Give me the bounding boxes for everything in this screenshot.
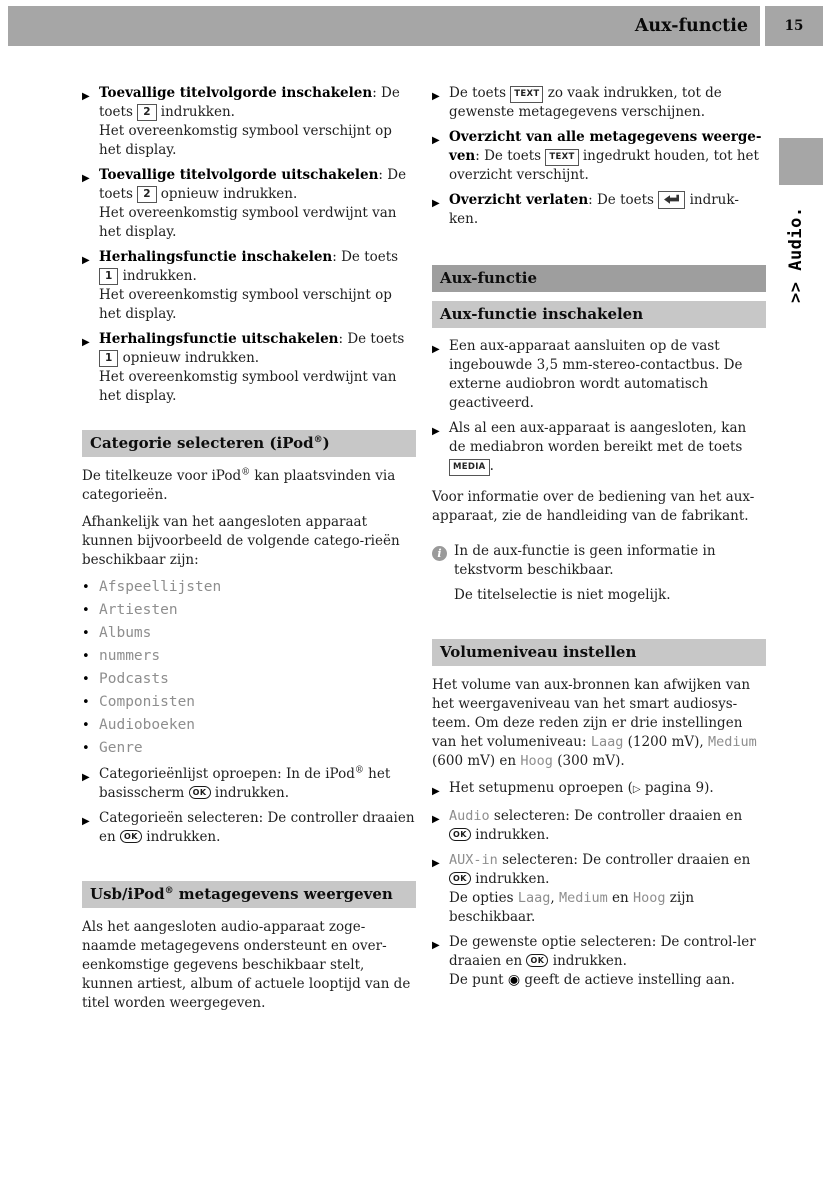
page-number: 15: [784, 18, 804, 34]
instruction-text: opnieuw indrukken.: [156, 186, 298, 202]
list-item: ▶ De gewenste optie selecteren: De control-ler draaien en OK indrukken. De punt ◉ geeft de actieve instelling aan.: [432, 934, 756, 988]
instruction-lead: Toevallige titelvolgorde inschakelen: [99, 85, 373, 101]
triangle-bullet-icon: ▶: [432, 91, 440, 102]
instruction-text: : De toets: [99, 167, 407, 202]
chapter-tab-marker: [779, 138, 823, 185]
triangle-bullet-icon: ▶: [82, 255, 90, 266]
triangle-bullet-icon: ▶: [432, 940, 440, 951]
paragraph: De titelkeuze voor iPod® kan plaatsvinden via categorieën.: [82, 467, 396, 503]
list-item: [82, 691, 416, 714]
triangle-bullet-icon: ▶: [82, 772, 90, 783]
list-item: ▶ Een aux-apparaat aansluiten op de vast ingebouwde 3,5 mm-stereo-contactbus. De externe audiobron wordt automatisch geactiveerd.: [432, 338, 743, 411]
display-option-laag: Laag: [517, 890, 551, 906]
left-column: [82, 84, 416, 1013]
instruction-text: : De toets: [332, 249, 399, 265]
page-ref-arrow-icon: ▷: [632, 784, 641, 795]
registered-mark: ®: [313, 435, 323, 445]
key-1-button: 1: [99, 350, 118, 367]
triangle-bullet-icon: ▶: [432, 858, 440, 869]
key-2-button: 2: [137, 104, 156, 121]
category-label: nummers: [99, 648, 161, 664]
list-item: [82, 330, 416, 406]
display-option-hoog: Hoog: [633, 890, 666, 906]
section-header-categorie-selecteren: Categorie selecteren (iPod®): [82, 430, 416, 457]
list-item: ▶ Overzicht verlaten: De toets indruk-ken.: [432, 192, 739, 227]
category-label: Audioboeken: [99, 717, 196, 733]
back-key-button: [658, 191, 685, 209]
info-icon: i: [432, 546, 447, 561]
info-text: In de aux-functie is geen informatie in tekstvorm beschikbaar.: [454, 543, 716, 578]
list-item: ▶ Overzicht van alle metagegevens weerge-ven: De toets TEXT ingedrukt houden, tot het overzicht verschijnt.: [432, 129, 762, 183]
instruction-lead: Herhalingsfunctie uitschakelen: [99, 331, 339, 347]
key-2-button: 2: [137, 186, 156, 203]
page-number-box: [765, 6, 823, 46]
dot-bullet-icon: •: [82, 718, 90, 733]
registered-mark: ®: [241, 467, 251, 478]
media-key-button: MEDIA: [449, 459, 490, 476]
section-header-aux-functie: Aux-functie: [432, 265, 766, 292]
list-item: ▶ Categorieën selecteren: De controller draaien en OK indrukken.: [82, 810, 415, 845]
instruction-lead: Herhalingsfunctie inschakelen: [99, 249, 333, 265]
triangle-bullet-icon: ▶: [432, 426, 440, 437]
list-item: ▶ Audio selecteren: De controller draaien en OK indrukken.: [432, 808, 743, 843]
triangle-bullet-icon: ▶: [432, 814, 440, 825]
display-option-medium: Medium: [707, 734, 757, 750]
dot-bullet-icon: •: [82, 649, 90, 664]
paragraph: Afhankelijk van het aangesloten apparaat kunnen bijvoorbeeld de volgende catego-rieën beschikbaar zijn:: [82, 514, 400, 568]
category-label: Albums: [99, 625, 152, 641]
list-item: [82, 84, 416, 160]
ok-button-icon: OK: [120, 830, 142, 843]
category-label: Componisten: [99, 694, 196, 710]
instruction-text: indrukken.: [118, 268, 197, 284]
list-item: ▶ AUX-in selecteren: De controller draaien en OK indrukken. De opties Laag, Medium en Hoog zijn beschikbaar.: [432, 852, 751, 925]
instruction-note: Het overeenkomstig symbool verschijnt op het display.: [99, 287, 392, 322]
dot-bullet-icon: •: [82, 580, 90, 595]
instruction-note: Het overeenkomstig symbool verschijnt op het display.: [99, 123, 392, 158]
display-option-laag: Laag: [590, 734, 624, 750]
section-header-usb-ipod-metagegevens: Usb/iPod® metagegevens weergeven: [82, 881, 416, 908]
paragraph: Het volume van aux-bronnen kan afwijken van het weergaveniveau van het smart audiosys-teem. Om deze reden zijn er drie instellingen van het volumeniveau: Laag (1200 mV), Medium (600 mV) en Hoog (300 mV).: [432, 677, 757, 769]
triangle-bullet-icon: ▶: [82, 816, 90, 827]
triangle-bullet-icon: ▶: [432, 786, 440, 797]
text-key-button: TEXT: [510, 86, 543, 103]
instruction-note: Het overeenkomstig symbool verdwijnt van het display.: [99, 369, 397, 404]
dot-bullet-icon: •: [82, 626, 90, 641]
instruction-lead: Toevallige titelvolgorde uitschakelen: [99, 167, 379, 183]
display-option-aux-in: AUX-in: [449, 852, 498, 868]
display-option-medium: Medium: [558, 890, 608, 906]
list-item: [82, 248, 416, 324]
list-item: ▶ Categorieënlijst oproepen: In de iPod® het basisscherm OK indrukken.: [82, 765, 391, 801]
instruction-text: indrukken.: [156, 104, 235, 120]
category-list: [82, 576, 416, 760]
category-label: Podcasts: [99, 671, 169, 687]
subsection-header-volumeniveau: Volumeniveau instellen: [432, 639, 766, 666]
ok-button-icon: OK: [526, 954, 548, 967]
list-item: [82, 714, 416, 737]
right-column: [432, 84, 766, 996]
triangle-bullet-icon: ▶: [432, 198, 440, 209]
registered-mark: ®: [164, 886, 174, 896]
list-item: [82, 599, 416, 622]
instruction-note: Het overeenkomstig symbool verdwijnt van het display.: [99, 205, 397, 240]
paragraph: Als het aangesloten audio-apparaat zoge-naamde metagegevens ondersteunt en over-eenkomstige gegevens beschikbaar stelt, kunnen artiest, album of actuele looptijd van de titel worden weergegeven.: [82, 919, 411, 1011]
list-item: [82, 166, 416, 242]
list-item: [82, 576, 416, 599]
list-item: [82, 622, 416, 645]
category-label: Afspeellijsten: [99, 579, 222, 595]
page-header-bar: [8, 6, 760, 46]
display-option-hoog: Hoog: [520, 753, 553, 769]
triangle-bullet-icon: ▶: [432, 135, 440, 146]
paragraph: Voor informatie over de bediening van het aux-apparaat, zie de handleiding van de fabrikant.: [432, 489, 755, 524]
list-item: ▶ De toets TEXT zo vaak indrukken, tot de gewenste metagegevens verschijnen.: [432, 85, 722, 120]
triangle-bullet-icon: ▶: [432, 344, 440, 355]
list-item: [82, 668, 416, 691]
text-key-button: TEXT: [545, 149, 578, 166]
instruction-lead: Overzicht van alle metagegevens weerge-ven: [449, 129, 762, 164]
display-option-audio: Audio: [449, 808, 490, 824]
info-text: De titelselectie is niet mogelijk.: [454, 587, 671, 603]
registered-mark: ®: [354, 765, 364, 776]
triangle-bullet-icon: ▶: [82, 337, 90, 348]
instruction-text: opnieuw indrukken.: [118, 350, 260, 366]
back-arrow-icon: [663, 194, 680, 204]
subsection-header-aux-inschakelen: Aux-functie inschakelen: [432, 301, 766, 328]
list-item: ▶ Het setupmenu oproepen (▷ pagina 9).: [432, 779, 766, 801]
active-setting-dot-icon: ◉: [507, 972, 521, 988]
list-item: [82, 645, 416, 668]
instruction-text: : De toets: [338, 331, 405, 347]
info-note: [432, 542, 766, 611]
page-title: Aux-functie: [634, 16, 748, 36]
list-item: ▶ Als al een aux-apparaat is aangesloten, kan de mediabron worden bereikt met de toets MEDIA .: [432, 420, 747, 474]
dot-bullet-icon: •: [82, 603, 90, 618]
ok-button-icon: OK: [449, 872, 471, 885]
key-1-button: 1: [99, 268, 118, 285]
dot-bullet-icon: •: [82, 695, 90, 710]
category-label: Artiesten: [99, 602, 178, 618]
ok-button-icon: OK: [449, 828, 471, 841]
list-item: [82, 737, 416, 760]
chapter-tab-label: >> Audio.: [786, 206, 806, 303]
instruction-lead: Overzicht verlaten: [449, 192, 589, 208]
instruction-text: : De toets: [99, 85, 400, 120]
dot-bullet-icon: •: [82, 672, 90, 687]
triangle-bullet-icon: ▶: [82, 91, 90, 102]
triangle-bullet-icon: ▶: [82, 173, 90, 184]
category-label: Genre: [99, 740, 143, 756]
dot-bullet-icon: •: [82, 741, 90, 756]
ok-button-icon: OK: [189, 786, 211, 799]
